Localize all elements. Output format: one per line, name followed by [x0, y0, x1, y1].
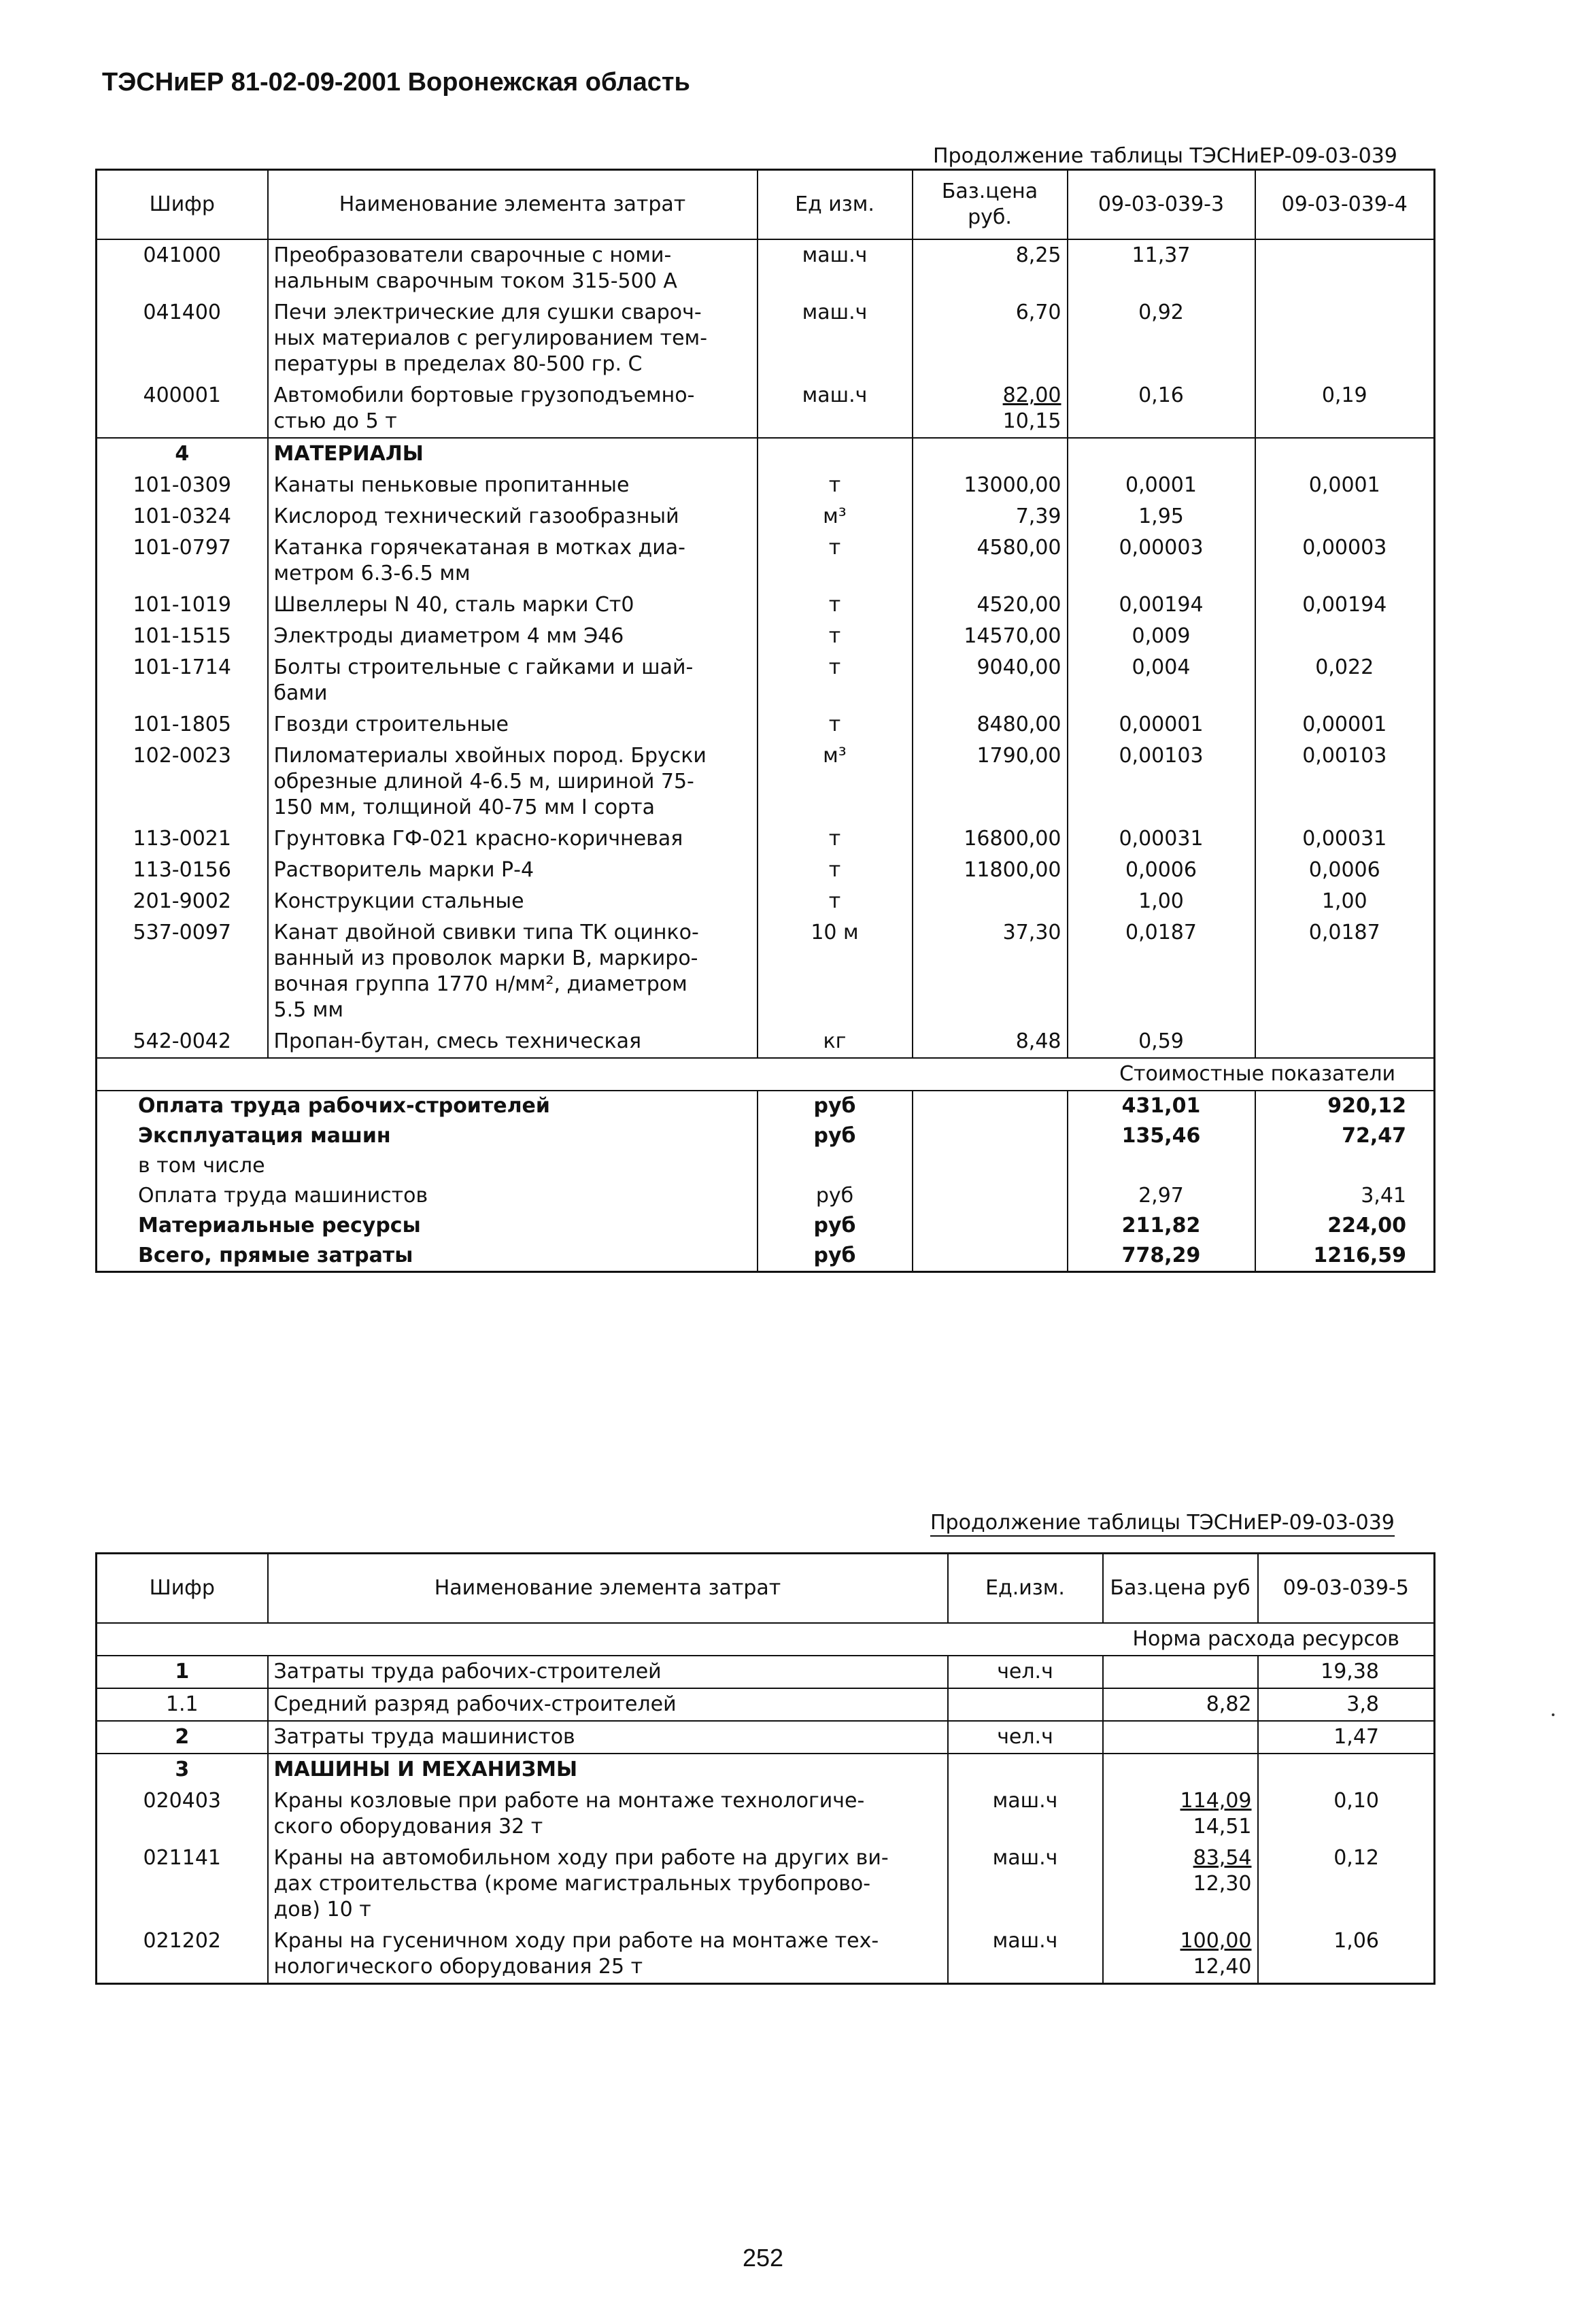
value-039-3: 0,004 [1068, 652, 1255, 709]
value-039-5: 3,8 [1258, 1688, 1435, 1721]
empty-cell [758, 438, 913, 470]
material-code: 101-0324 [97, 501, 268, 532]
resource-price [913, 380, 1068, 438]
summary-039-3: 2,97 [1068, 1181, 1255, 1211]
section-row [97, 438, 1435, 470]
table-row [97, 1721, 1435, 1754]
value-039-3: 0,009 [1068, 621, 1255, 652]
price-sub-value: 10,15 [1002, 409, 1061, 433]
machine-code: 021141 [97, 1843, 268, 1926]
empty-cell [97, 1058, 1068, 1091]
page-number: 252 [743, 2244, 784, 2272]
price-value: 83,54 [1193, 1846, 1252, 1870]
resource-price: 8,25 [913, 239, 1068, 297]
material-name: Электроды диаметром 4 мм Э46 [268, 621, 758, 652]
value-039-5: 19,38 [1258, 1656, 1435, 1688]
value-039-5: 0,12 [1333, 1846, 1379, 1870]
value-039-4 [1255, 621, 1435, 652]
material-unit: т [758, 589, 913, 621]
material-code: 101-1019 [97, 589, 268, 621]
summary-039-3: 211,82 [1068, 1211, 1255, 1241]
summary-row [97, 1181, 1435, 1211]
empty-cell [913, 1181, 1068, 1211]
material-code: 101-1714 [97, 652, 268, 709]
table-row [97, 589, 1435, 621]
empty-cell [1258, 1754, 1435, 1785]
material-name: Пиломатериалы хвойных пород. Бруски обрезные длиной 4-6.5 м, шириной 75- 150 мм, толщиной 40-75 мм I сорта [268, 740, 758, 823]
value-039-3: 0,0006 [1068, 855, 1255, 886]
material-unit: т [758, 532, 913, 589]
material-price: 8,48 [913, 1026, 1068, 1058]
summary-039-3 [1068, 1151, 1255, 1181]
value-039-3: 0,00194 [1068, 589, 1255, 621]
table-row [97, 1656, 1435, 1688]
resource-code: 400001 [97, 380, 268, 438]
material-name: Катанка горячекатаная в мотках диа- метром 6.3-6.5 мм [268, 532, 758, 589]
col-header-code: Шифр [97, 170, 268, 240]
value-039-3: 0,16 [1068, 380, 1255, 438]
row-price [1103, 1656, 1258, 1688]
value-039-4: 0,0187 [1308, 921, 1380, 944]
material-code: 101-0797 [97, 532, 268, 589]
price-sub-value: 12,30 [1193, 1872, 1252, 1896]
material-unit: т [758, 886, 913, 917]
material-code: 101-0309 [97, 470, 268, 501]
summary-039-4: 1216,59 [1313, 1244, 1406, 1267]
empty-cell [97, 1623, 1103, 1656]
table-row [97, 532, 1435, 589]
machine-price [1103, 1926, 1258, 1984]
material-name: Пропан-бутан, смесь техническая [268, 1026, 758, 1058]
material-price: 13000,00 [913, 470, 1068, 501]
material-unit: 10 м [758, 917, 913, 1026]
value-039-3: 0,0001 [1068, 470, 1255, 501]
section-title: МАШИНЫ И МЕХАНИЗМЫ [268, 1754, 948, 1785]
col-header-price: Баз.цена руб [1103, 1554, 1258, 1624]
value-039-3: 11,37 [1068, 239, 1255, 297]
empty-cell [1103, 1754, 1258, 1785]
summary-unit: руб [758, 1211, 913, 1241]
empty-cell [913, 1151, 1068, 1181]
table-row [97, 823, 1435, 855]
material-name: Конструкции стальные [268, 886, 758, 917]
summary-unit [758, 1151, 913, 1181]
summary-label: Материальные ресурсы [97, 1211, 758, 1241]
material-code: 113-0156 [97, 855, 268, 886]
summary-unit: руб [758, 1241, 913, 1272]
empty-cell [948, 1754, 1103, 1785]
value-039-5: 1,06 [1333, 1929, 1379, 1953]
document-title: ТЭСНиЕР 81-02-09-2001 Воронежская область [102, 68, 690, 97]
summary-039-4 [1255, 1151, 1435, 1181]
material-price: 16800,00 [913, 823, 1068, 855]
value-039-3: 0,59 [1068, 1026, 1255, 1058]
scan-speck [1552, 1713, 1554, 1716]
material-code: 537-0097 [97, 917, 268, 1026]
table-row [97, 297, 1435, 380]
table-row [97, 1785, 1435, 1843]
material-unit: т [758, 652, 913, 709]
col-header-039-3: 09-03-039-3 [1068, 170, 1255, 240]
table-row [97, 470, 1435, 501]
material-unit: т [758, 709, 913, 740]
row-unit: чел.ч [948, 1656, 1103, 1688]
row-code: 1.1 [97, 1688, 268, 1721]
machine-price [1103, 1785, 1258, 1843]
continuation-caption-2: Продолжение таблицы ТЭСНиЕР-09-03-039 [930, 1511, 1395, 1537]
empty-cell [1068, 438, 1255, 470]
price-sub-value: 12,40 [1193, 1955, 1252, 1979]
table-row [97, 1026, 1435, 1058]
value-039-4: 1,00 [1321, 889, 1367, 913]
value-039-4: 0,022 [1315, 655, 1374, 679]
value-039-3: 1,95 [1068, 501, 1255, 532]
summary-label: Всего, прямые затраты [97, 1241, 758, 1272]
material-price: 7,39 [913, 501, 1068, 532]
col-header-039-4: 09-03-039-4 [1255, 170, 1435, 240]
material-name: Канат двойной свивки типа ТК оцинко- ванный из проволок марки В, маркиро- вочная группа 1770 н/мм², диаметром 5.5 мм [268, 917, 758, 1026]
machine-name: Краны на автомобильном ходу при работе на других ви- дах строительства (кроме магистральных трубопрово- дов) 10 т [268, 1843, 948, 1926]
summary-row [97, 1121, 1435, 1151]
summary-039-3: 135,46 [1068, 1121, 1255, 1151]
value-039-4 [1255, 239, 1435, 297]
material-name: Кислород технический газообразный [268, 501, 758, 532]
material-name: Грунтовка ГФ-021 красно-коричневая [268, 823, 758, 855]
value-039-5: 1,47 [1258, 1721, 1435, 1754]
table-row [97, 652, 1435, 709]
row-price [1103, 1721, 1258, 1754]
value-039-4: 0,0001 [1308, 473, 1380, 497]
col-header-unit: Ед.изм. [948, 1554, 1103, 1624]
summary-label: Эксплуатация машин [97, 1121, 758, 1151]
cost-header-row [97, 1058, 1435, 1091]
material-unit: т [758, 823, 913, 855]
machine-unit: маш.ч [948, 1785, 1103, 1843]
material-price: 9040,00 [913, 652, 1068, 709]
value-039-3: 0,00001 [1068, 709, 1255, 740]
material-unit: м³ [758, 501, 913, 532]
value-039-3: 0,00003 [1068, 532, 1255, 589]
row-name: Затраты труда рабочих-строителей [268, 1656, 948, 1688]
table-row [97, 886, 1435, 917]
summary-039-4: 224,00 [1327, 1214, 1406, 1237]
material-name: Швеллеры N 40, сталь марки Ст0 [268, 589, 758, 621]
resource-code: 041400 [97, 297, 268, 380]
price-value: 100,00 [1180, 1929, 1252, 1953]
material-code: 113-0021 [97, 823, 268, 855]
material-price: 11800,00 [913, 855, 1068, 886]
col-header-code: Шифр [97, 1554, 268, 1624]
empty-cell [913, 1091, 1068, 1121]
material-code: 101-1805 [97, 709, 268, 740]
value-039-4: 0,00031 [1302, 827, 1387, 851]
resource-table-1 [95, 169, 1435, 1273]
table-row [97, 380, 1435, 438]
material-code: 102-0023 [97, 740, 268, 823]
col-header-price: Баз.цена руб. [913, 170, 1068, 240]
summary-row [97, 1241, 1435, 1272]
value-039-4: 0,19 [1321, 383, 1367, 407]
col-header-name: Наименование элемента затрат [268, 170, 758, 240]
material-price: 8480,00 [913, 709, 1068, 740]
table-row [97, 740, 1435, 823]
empty-cell [913, 1121, 1068, 1151]
resource-name: Автомобили бортовые грузоподъемно- стью до 5 т [268, 380, 758, 438]
row-unit [948, 1688, 1103, 1721]
col-header-unit: Ед изм. [758, 170, 913, 240]
table2-header-row [97, 1554, 1435, 1624]
value-039-3: 1,00 [1068, 886, 1255, 917]
table-row [97, 855, 1435, 886]
summary-label: Оплата труда машинистов [97, 1181, 758, 1211]
row-price: 8,82 [1103, 1688, 1258, 1721]
resource-price: 6,70 [913, 297, 1068, 380]
summary-unit: руб [758, 1091, 913, 1121]
summary-label: Оплата труда рабочих-строителей [97, 1091, 758, 1121]
value-039-4: 0,00001 [1302, 713, 1387, 736]
table-row [97, 501, 1435, 532]
summary-label: в том числе [97, 1151, 758, 1181]
row-code: 2 [97, 1721, 268, 1754]
col-header-039-5: 09-03-039-5 [1258, 1554, 1435, 1624]
empty-cell [913, 438, 1068, 470]
material-code: 542-0042 [97, 1026, 268, 1058]
resource-unit: маш.ч [758, 297, 913, 380]
material-price [913, 886, 1068, 917]
summary-row [97, 1091, 1435, 1121]
empty-cell [913, 1211, 1068, 1241]
resource-unit: маш.ч [758, 239, 913, 297]
section-number: 4 [97, 438, 268, 470]
machine-code: 020403 [97, 1785, 268, 1843]
table-row [97, 1926, 1435, 1984]
value-039-4 [1255, 501, 1435, 532]
machine-name: Краны на гусеничном ходу при работе на монтаже тех- нологического оборудования 25 т [268, 1926, 948, 1984]
price-value: 114,09 [1180, 1789, 1252, 1813]
value-039-3: 0,92 [1068, 297, 1255, 380]
table-row [97, 709, 1435, 740]
resource-table-2 [95, 1552, 1435, 1985]
summary-039-4: 3,41 [1361, 1184, 1406, 1208]
row-name: Средний разряд рабочих-строителей [268, 1688, 948, 1721]
table-row [97, 917, 1435, 1026]
resource-code: 041000 [97, 239, 268, 297]
machine-name: Краны козловые при работе на монтаже технологиче- ского оборудования 32 т [268, 1785, 948, 1843]
summary-unit: руб [758, 1181, 913, 1211]
cost-indicators-header: Стоимостные показатели [1068, 1058, 1435, 1091]
table1-header-row [97, 170, 1435, 240]
value-039-4: 0,00194 [1302, 593, 1387, 617]
resource-name: Преобразователи сварочные с номи- нальным сварочным током 315-500 А [268, 239, 758, 297]
summary-039-3: 431,01 [1068, 1091, 1255, 1121]
table-row [97, 239, 1435, 297]
table-row [97, 1688, 1435, 1721]
material-code: 101-1515 [97, 621, 268, 652]
value-039-3: 0,00031 [1068, 823, 1255, 855]
material-name: Канаты пеньковые пропитанные [268, 470, 758, 501]
section-row [97, 1754, 1435, 1785]
material-unit: т [758, 470, 913, 501]
material-unit: т [758, 621, 913, 652]
summary-039-4: 72,47 [1342, 1124, 1406, 1148]
machine-price [1103, 1843, 1258, 1926]
row-name: Затраты труда машинистов [268, 1721, 948, 1754]
resource-name: Печи электрические для сушки свароч- ных материалов с регулированием тем- пературы в пределах 80-500 гр. С [268, 297, 758, 380]
empty-cell [913, 1241, 1068, 1272]
material-price: 4580,00 [913, 532, 1068, 589]
col-header-name: Наименование элемента затрат [268, 1554, 948, 1624]
summary-039-4: 920,12 [1255, 1091, 1435, 1121]
table-row [97, 621, 1435, 652]
empty-cell [1255, 438, 1435, 470]
section-number: 3 [97, 1754, 268, 1785]
material-unit: т [758, 855, 913, 886]
value-039-4: 0,00003 [1302, 536, 1387, 560]
continuation-caption-1: Продолжение таблицы ТЭСНиЕР-09-03-039 [933, 144, 1397, 170]
summary-039-3: 778,29 [1068, 1241, 1255, 1272]
table-row [97, 1843, 1435, 1926]
material-name: Растворитель марки Р-4 [268, 855, 758, 886]
material-price: 37,30 [913, 917, 1068, 1026]
row-code: 1 [97, 1656, 268, 1688]
material-unit: м³ [758, 740, 913, 823]
summary-row [97, 1211, 1435, 1241]
value-039-4: 0,00103 [1302, 744, 1387, 768]
value-039-4: 0,0006 [1308, 858, 1380, 882]
value-039-3: 0,0187 [1068, 917, 1255, 1026]
material-name: Гвозди строительные [268, 709, 758, 740]
material-code: 201-9002 [97, 886, 268, 917]
value-039-4 [1255, 1026, 1435, 1058]
value-039-3: 0,00103 [1068, 740, 1255, 823]
material-price: 4520,00 [913, 589, 1068, 621]
summary-row [97, 1151, 1435, 1181]
machine-unit: маш.ч [948, 1843, 1103, 1926]
price-value: 82,00 [1002, 383, 1061, 407]
machine-code: 021202 [97, 1926, 268, 1984]
summary-unit: руб [758, 1121, 913, 1151]
norm-header: Норма расхода ресурсов [1132, 1627, 1399, 1651]
price-sub-value: 14,51 [1193, 1815, 1252, 1839]
material-price: 14570,00 [913, 621, 1068, 652]
material-price: 1790,00 [913, 740, 1068, 823]
material-unit: кг [758, 1026, 913, 1058]
norm-header-row [97, 1623, 1435, 1656]
resource-unit: маш.ч [758, 380, 913, 438]
material-name: Болты строительные с гайками и шай- бами [268, 652, 758, 709]
machine-unit: маш.ч [948, 1926, 1103, 1984]
section-title: МАТЕРИАЛЫ [268, 438, 758, 470]
row-unit: чел.ч [948, 1721, 1103, 1754]
value-039-4 [1255, 297, 1435, 380]
value-039-5: 0,10 [1333, 1789, 1379, 1813]
